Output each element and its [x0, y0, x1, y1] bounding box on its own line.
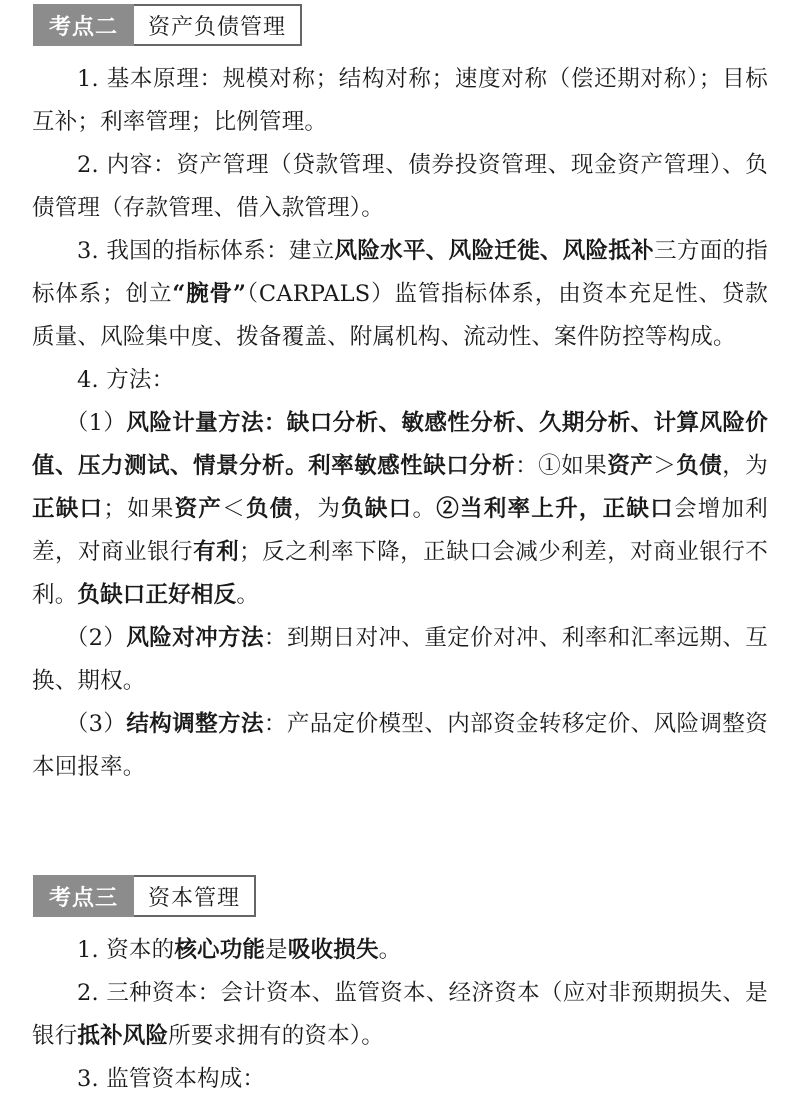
paragraph-principles: 1. 基本原理：规模对称；结构对称；速度对称（偿还期对称）；目标互补；利率管理；比例管理。 [32, 66, 768, 135]
section-body [0, 917, 800, 1101]
section-body [0, 46, 800, 789]
paragraph-regulatory-capital: 3. 监管资本构成： [77, 1066, 266, 1092]
section-header [33, 875, 256, 917]
paragraph-three-capitals: 2. 三种资本：会计资本、监管资本、经济资本（应对非预期损失、是银行抵补风险所要求拥有的资本）。 [32, 980, 768, 1049]
paragraph-core-function: 1. 资本的核心功能是吸收损失。 [77, 937, 402, 963]
section-title: 资本管理 [134, 875, 256, 917]
section-asset-liability [0, 4, 800, 789]
paragraph-indicator-system: 3. 我国的指标体系：建立风险水平、风险迁徙、风险抵补三方面的指标体系；创立“腕骨”（CARPALS）监管指标体系，由资本充足性、贷款质量、风险集中度、拨备覆盖、附属机构、流动性、案件防控等构成。 [32, 238, 769, 350]
paragraph-structural-adjustment: （3）结构调整方法：产品定价模型、内部资金转移定价、风险调整资本回报率。 [32, 711, 768, 780]
section-title: 资产负债管理 [134, 4, 302, 46]
section-tag: 考点二 [33, 4, 134, 46]
paragraph-methods: 4. 方法： [77, 367, 175, 393]
paragraph-content: 2. 内容：资产管理（贷款管理、债券投资管理、现金资产管理）、负债管理（存款管理、借入款管理）。 [32, 152, 768, 221]
section-header [33, 4, 302, 46]
paragraph-risk-measurement: （1）风险计量方法：缺口分析、敏感性分析、久期分析、计算风险价值、压力测试、情景分析。利率敏感性缺口分析：①如果资产＞负债，为正缺口；如果资产＜负债，为负缺口。②当利率上升，正缺口会增加利差，对商业银行有利；反之利率下降，正缺口会减少利差，对商业银行不利。负缺口正好相反。 [32, 410, 769, 608]
section-tag: 考点三 [33, 875, 134, 917]
section-capital-management [0, 875, 800, 1101]
paragraph-risk-hedging: （2）风险对冲方法：到期日对冲、重定价对冲、利率和汇率远期、互换、期权。 [32, 625, 768, 694]
